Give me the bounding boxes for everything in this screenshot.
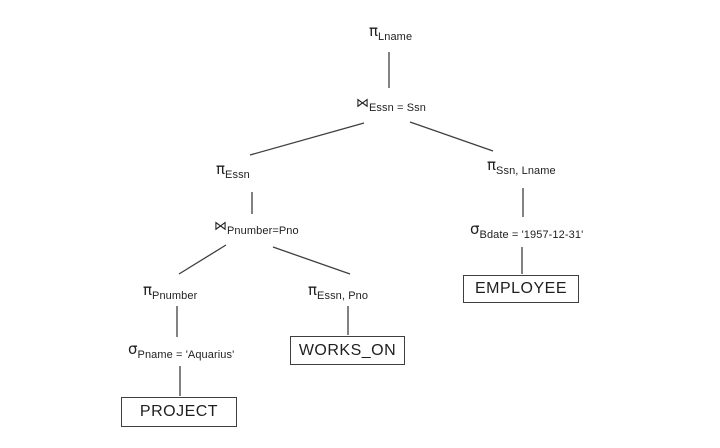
operator-subscript: Pnumber=Pno: [227, 225, 299, 237]
node-join-pnumber-pno: [214, 218, 299, 237]
node-select-bdate: [470, 222, 583, 241]
operator-subscript: Essn, Pno: [317, 290, 369, 302]
node-join-essn-ssn: [356, 95, 426, 114]
operator-subscript: Essn: [225, 169, 250, 181]
relation-label: EMPLOYEE: [474, 280, 568, 297]
pi-operator-icon: π: [487, 156, 497, 174]
node-relation-project: [121, 397, 237, 427]
pi-operator-icon: π: [308, 281, 318, 299]
node-project-ssn-lname: [487, 158, 556, 177]
operator-subscript: Ssn, Lname: [496, 165, 556, 177]
node-project-lname: [369, 24, 412, 43]
pi-operator-icon: π: [369, 22, 379, 40]
edge-join1-to-pi-essn: [250, 123, 364, 155]
edge-join2-to-pi-essn-pno: [273, 247, 350, 274]
node-select-pname: [128, 342, 234, 361]
pi-operator-icon: π: [143, 281, 153, 299]
operator-subscript: Essn = Ssn: [369, 102, 426, 114]
sigma-operator-icon: σ: [470, 220, 480, 238]
relation-label: WORKS_ON: [298, 341, 397, 359]
node-project-essn-pno: [308, 283, 368, 302]
operator-subscript: Pname = 'Aquarius': [137, 349, 235, 361]
node-relation-employee: [463, 275, 579, 303]
operator-subscript: Bdate = '1957-12-31': [479, 229, 584, 241]
relation-label: PROJECT: [139, 403, 219, 420]
node-relation-works-on: [290, 336, 405, 365]
operator-subscript: Lname: [378, 31, 413, 43]
node-project-essn: [216, 162, 250, 181]
join-operator-icon: ⋈: [214, 219, 227, 234]
sigma-operator-icon: σ: [128, 340, 138, 358]
edge-join2-to-pi-pnumber: [179, 245, 226, 274]
operator-subscript: Pnumber: [152, 290, 198, 302]
node-project-pnumber: [143, 283, 197, 302]
pi-operator-icon: π: [216, 160, 226, 178]
join-operator-icon: ⋈: [356, 96, 369, 111]
edge-join1-to-pi-ssn-lname: [410, 122, 493, 151]
